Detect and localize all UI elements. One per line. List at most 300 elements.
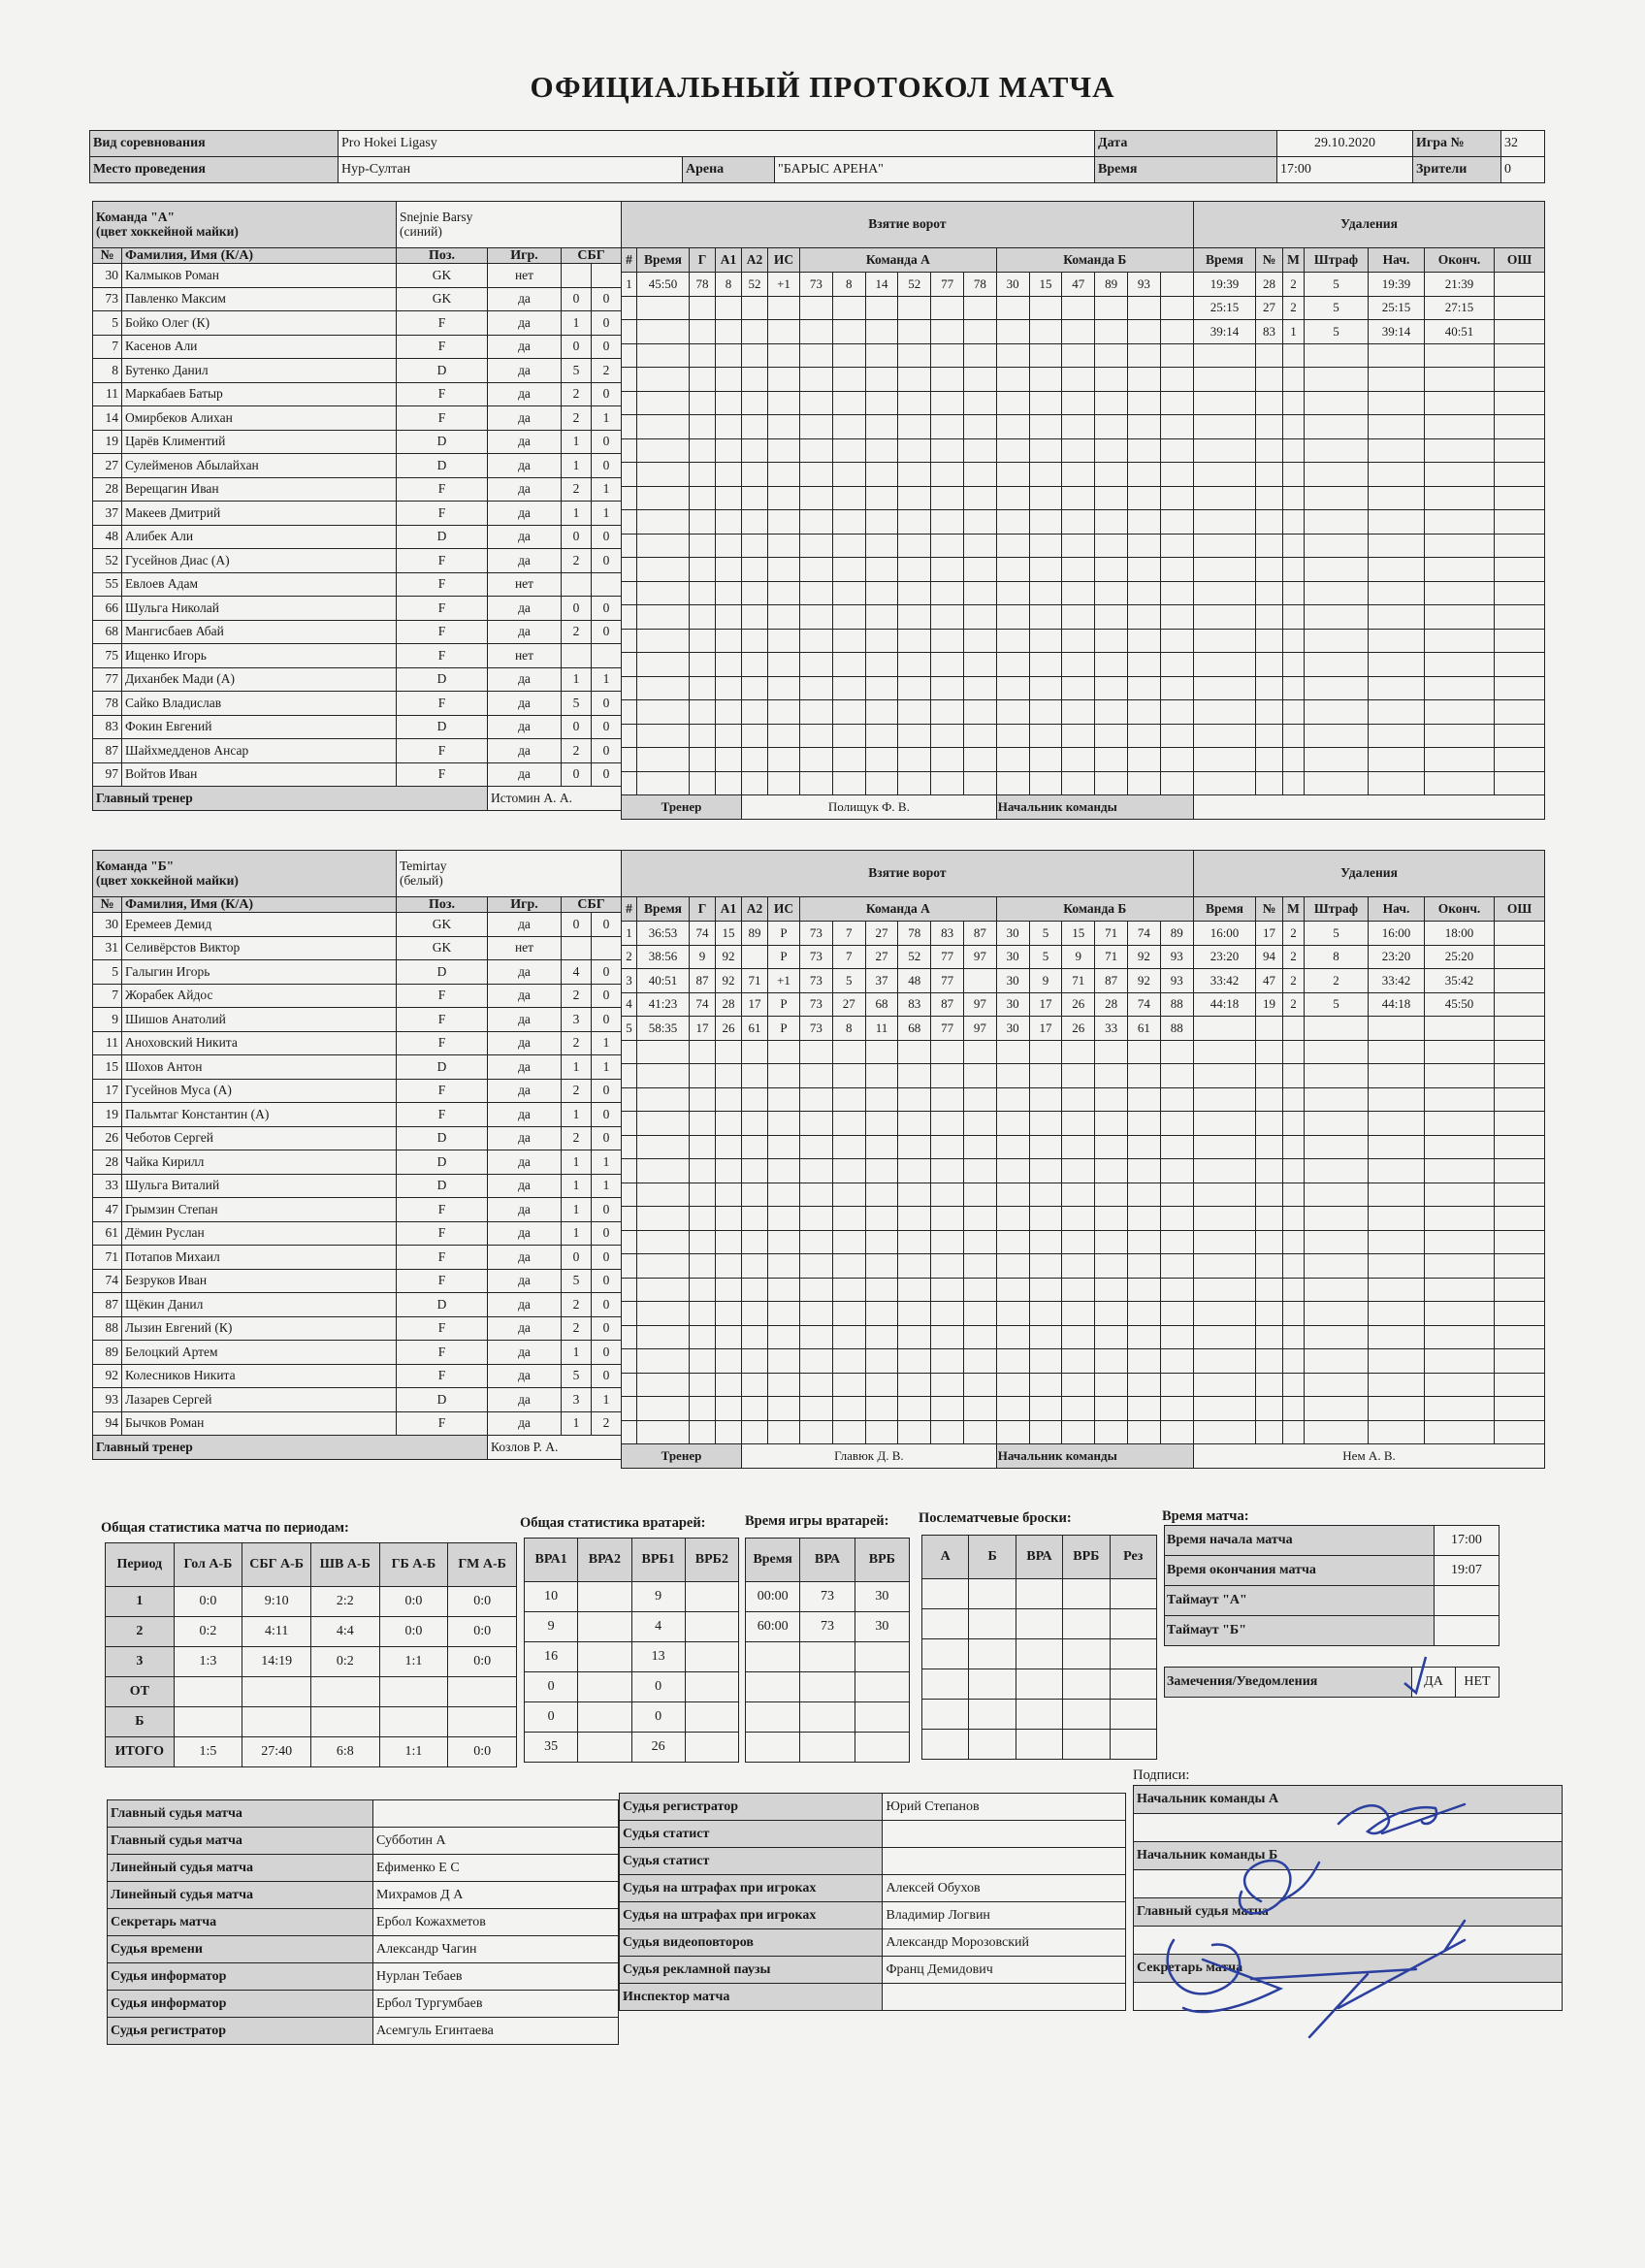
official-role: Судья видеоповторов	[620, 1929, 883, 1957]
official-name: Франц Демидович	[883, 1957, 1126, 1984]
stat-cell: 0:2	[310, 1647, 379, 1677]
goal-row	[622, 510, 1194, 535]
official-row	[108, 1800, 619, 1828]
col-num: №	[93, 897, 122, 913]
player-name: Шайхмедденов Ансар	[122, 739, 397, 763]
signature-row	[1134, 1927, 1563, 1955]
player-number: 68	[93, 620, 122, 644]
player-row	[93, 287, 622, 311]
player-pos: F	[397, 335, 488, 359]
pen-col-end: Оконч.	[1425, 248, 1495, 273]
player-sog-2: 1	[592, 1150, 622, 1175]
player-number: 14	[93, 406, 122, 431]
official-row	[108, 1963, 619, 1991]
goal-t: 45:50	[637, 273, 690, 297]
player-row	[93, 1103, 622, 1127]
goal-on-ice-b: 33	[1095, 1017, 1128, 1041]
goal-col-a1: А1	[716, 897, 742, 922]
goal-col-a1: А1	[716, 248, 742, 273]
player-number: 7	[93, 335, 122, 359]
penalty-row	[1194, 558, 1545, 582]
goal-row	[622, 629, 1194, 653]
player-pos: F	[397, 1198, 488, 1222]
player-row	[93, 1008, 622, 1032]
player-play: да	[488, 549, 562, 573]
player-sog-1: 1	[562, 1055, 592, 1080]
penalty-st: 44:18	[1369, 992, 1425, 1017]
player-play: да	[488, 335, 562, 359]
stat-cell: 4	[631, 1612, 685, 1642]
player-sog-2: 1	[592, 406, 622, 431]
player-row	[93, 359, 622, 383]
pen-col-end: Оконч.	[1425, 897, 1495, 922]
goal-on-ice-a: 83	[931, 922, 964, 946]
stat-row	[746, 1672, 910, 1702]
goal-t: 58:35	[637, 1017, 690, 1041]
penalty-row	[1194, 415, 1545, 439]
player-pos: GK	[397, 264, 488, 288]
goal-row	[622, 320, 1194, 344]
goal-on-ice-a: 73	[800, 273, 833, 297]
player-pos: F	[397, 549, 488, 573]
team_b-roster-table	[92, 850, 622, 1460]
stat-cell	[379, 1677, 448, 1707]
team_b-coach2: Главюк Д. В.	[742, 1444, 997, 1469]
player-row	[93, 715, 622, 739]
pen-col-start: Нач.	[1369, 248, 1425, 273]
goal-col-g: Г	[690, 248, 716, 273]
player-name: Колесников Никита	[122, 1364, 397, 1388]
player-sog-1: 5	[562, 359, 592, 383]
player-sog-1: 0	[562, 335, 592, 359]
penalty-n: 19	[1256, 992, 1283, 1017]
player-number: 26	[93, 1126, 122, 1150]
stat-row	[746, 1702, 910, 1733]
notes-no[interactable]: НЕТ	[1456, 1668, 1500, 1698]
stat-cell: 73	[800, 1582, 855, 1612]
stat-cell: 10	[525, 1582, 578, 1612]
penalty-m: 2	[1283, 969, 1305, 993]
goal-i: 1	[622, 922, 637, 946]
penalty-t: 23:20	[1194, 945, 1256, 969]
player-number: 88	[93, 1316, 122, 1341]
stat-row	[525, 1702, 739, 1733]
goal-a1: 15	[716, 922, 742, 946]
goal-on-ice-b: 89	[1095, 273, 1128, 297]
player-sog-1: 3	[562, 1388, 592, 1412]
official-role: Судья регистратор	[108, 2018, 373, 2045]
player-pos: F	[397, 406, 488, 431]
player-sog-2: 0	[592, 1103, 622, 1127]
player-name: Лазарев Сергей	[122, 1388, 397, 1412]
goal-on-ice-a: 77	[931, 945, 964, 969]
player-row	[93, 1411, 622, 1436]
player-name: Шульга Николай	[122, 597, 397, 621]
stat-cell: 16	[525, 1642, 578, 1672]
goal-on-ice-b: 30	[996, 273, 1029, 297]
official-name: Нурлан Тебаев	[373, 1963, 619, 1991]
player-name: Макеев Дмитрий	[122, 502, 397, 526]
official-role: Линейный судья матча	[108, 1855, 373, 1882]
player-row	[93, 454, 622, 478]
goal-on-ice-b: 93	[1160, 945, 1193, 969]
player-pos: D	[397, 1126, 488, 1150]
player-row	[93, 667, 622, 692]
goal-row	[622, 748, 1194, 772]
stat-row	[525, 1642, 739, 1672]
goal-on-ice-b: 17	[1029, 992, 1062, 1017]
penalty-en: 18:00	[1425, 922, 1495, 946]
goal-on-ice-b: 26	[1062, 1017, 1095, 1041]
stat-row	[922, 1579, 1157, 1609]
goal-col-team-b: Команда Б	[996, 897, 1193, 922]
pen-col-time: Время	[1194, 248, 1256, 273]
player-play: да	[488, 913, 562, 937]
pen-col-shtraf: Штраф	[1305, 248, 1369, 273]
goal-on-ice-a: 83	[898, 992, 931, 1017]
player-pos: F	[397, 1079, 488, 1103]
player-number: 89	[93, 1341, 122, 1365]
goal-row	[622, 1349, 1194, 1374]
gk-stats-table	[524, 1538, 739, 1763]
player-name: Безруков Иван	[122, 1269, 397, 1293]
stat-row	[922, 1669, 1157, 1700]
date-value: 29.10.2020	[1277, 131, 1413, 157]
penalty-s: 5	[1305, 922, 1369, 946]
stat-row	[525, 1582, 739, 1612]
player-row	[93, 1364, 622, 1388]
player-pos: F	[397, 311, 488, 336]
player-sog-1: 5	[562, 1364, 592, 1388]
player-pos: F	[397, 644, 488, 668]
goal-a1: 26	[716, 1017, 742, 1041]
penalty-t: 39:14	[1194, 320, 1256, 344]
player-play: да	[488, 1174, 562, 1198]
player-name: Еремеев Демид	[122, 913, 397, 937]
penalty-row	[1194, 1278, 1545, 1302]
goal-col-team-b: Команда Б	[996, 248, 1193, 273]
goal-i: 1	[622, 273, 637, 297]
player-name: Чеботов Сергей	[122, 1126, 397, 1150]
official-row	[108, 1855, 619, 1882]
stat-cell	[800, 1642, 855, 1672]
team_a-coach2-label: Тренер	[622, 795, 742, 820]
stat-cell	[685, 1733, 738, 1763]
stat-cell: 00:00	[746, 1582, 800, 1612]
penalty-row	[1194, 1135, 1545, 1159]
col-play: Игр.	[488, 897, 562, 913]
penalty-row	[1194, 1230, 1545, 1254]
goal-t: 38:56	[637, 945, 690, 969]
official-name: Ефименко Е С	[373, 1855, 619, 1882]
penalty-m: 2	[1283, 296, 1305, 320]
notes-yes[interactable]: ДА	[1412, 1668, 1456, 1698]
player-number: 5	[93, 311, 122, 336]
player-name: Бычков Роман	[122, 1411, 397, 1436]
goal-is: P	[768, 992, 800, 1017]
goal-on-ice-b: 47	[1062, 273, 1095, 297]
signature-cell	[1134, 1927, 1563, 1955]
official-row	[620, 1875, 1126, 1902]
goal-row	[622, 1373, 1194, 1397]
player-row	[93, 1079, 622, 1103]
gk-stats-label: Общая статистика вратарей:	[520, 1515, 706, 1531]
penalty-row	[1194, 1112, 1545, 1136]
stat-cell: 73	[800, 1612, 855, 1642]
player-sog-2: 0	[592, 913, 622, 937]
pen-col-no: №	[1256, 897, 1283, 922]
player-play: да	[488, 1364, 562, 1388]
player-row	[93, 382, 622, 406]
player-play: да	[488, 1316, 562, 1341]
time-label: Время	[1095, 157, 1277, 183]
penalty-row	[1194, 1373, 1545, 1397]
signature-row	[1134, 1983, 1563, 2011]
team_b-manager: Нем А. В.	[1194, 1444, 1545, 1469]
penalty-row	[1194, 1302, 1545, 1326]
penalty-en: 35:42	[1425, 969, 1495, 993]
player-name: Галыгин Игорь	[122, 960, 397, 985]
goal-a2: 61	[742, 1017, 768, 1041]
penalties-header: Удаления	[1194, 851, 1545, 897]
stat-cell	[855, 1702, 909, 1733]
goal-on-ice-b: 87	[1095, 969, 1128, 993]
player-number: 19	[93, 430, 122, 454]
team_b-goals-table	[621, 850, 1194, 1469]
penalty-s: 5	[1305, 320, 1369, 344]
goal-on-ice-b: 9	[1062, 945, 1095, 969]
goal-on-ice-b: 17	[1029, 1017, 1062, 1041]
goal-row	[622, 969, 1194, 993]
player-name: Фокин Евгений	[122, 715, 397, 739]
player-number: 87	[93, 739, 122, 763]
player-sog-2: 0	[592, 762, 622, 787]
player-sog-2: 1	[592, 1174, 622, 1198]
stat-header: ВРА1	[525, 1539, 578, 1582]
officials-left-table	[107, 1799, 619, 2045]
player-sog-2: 0	[592, 739, 622, 763]
player-row	[93, 311, 622, 336]
stat-row	[746, 1612, 910, 1642]
player-play: да	[488, 430, 562, 454]
goal-row	[622, 1207, 1194, 1231]
goal-on-ice-a: 27	[865, 922, 898, 946]
timeout-b-label: Таймаут "Б"	[1165, 1616, 1435, 1646]
goal-g: 9	[690, 945, 716, 969]
player-play: нет	[488, 572, 562, 597]
player-row	[93, 572, 622, 597]
player-name: Шишов Анатолий	[122, 1008, 397, 1032]
goal-g: 74	[690, 992, 716, 1017]
player-number: 75	[93, 644, 122, 668]
player-number: 19	[93, 1103, 122, 1127]
player-sog-1: 0	[562, 287, 592, 311]
stat-cell	[800, 1672, 855, 1702]
team_a-manager	[1194, 795, 1545, 820]
pen-col-osh: ОШ	[1495, 897, 1545, 922]
player-sog-2: 0	[592, 454, 622, 478]
penalty-row	[1194, 1325, 1545, 1349]
date-label: Дата	[1095, 131, 1277, 157]
goal-on-ice-a: 73	[800, 992, 833, 1017]
signature-cell: Секретарь матча	[1134, 1955, 1563, 1983]
stat-cell	[174, 1707, 242, 1737]
stat-cell: 30	[855, 1612, 909, 1642]
stat-cell	[448, 1707, 517, 1737]
team_b-penalties-table	[1193, 850, 1545, 1469]
player-sog-2: 0	[592, 430, 622, 454]
spectators-value: 0	[1501, 157, 1545, 183]
penalty-s: 5	[1305, 992, 1369, 1017]
stat-header: ВРБ1	[631, 1539, 685, 1582]
team_b-name: Temirtay (белый)	[397, 851, 622, 897]
player-sog-2	[592, 644, 622, 668]
col-pos: Поз.	[397, 897, 488, 913]
goal-row	[622, 945, 1194, 969]
player-sog-1: 2	[562, 549, 592, 573]
stat-cell: 1:1	[379, 1737, 448, 1767]
pen-col-no: №	[1256, 248, 1283, 273]
official-role: Линейный судья матча	[108, 1882, 373, 1909]
player-number: 11	[93, 1031, 122, 1055]
player-sog-1: 2	[562, 1293, 592, 1317]
player-play: да	[488, 1198, 562, 1222]
player-number: 15	[93, 1055, 122, 1080]
goal-row	[622, 558, 1194, 582]
player-pos: D	[397, 1174, 488, 1198]
penalty-st: 39:14	[1369, 320, 1425, 344]
penalty-en: 25:20	[1425, 945, 1495, 969]
penalty-row	[1194, 771, 1545, 795]
goal-on-ice-b: 71	[1062, 969, 1095, 993]
player-number: 73	[93, 287, 122, 311]
penalty-row	[1194, 463, 1545, 487]
goal-a1: 92	[716, 945, 742, 969]
official-role: Судья на штрафах при игроках	[620, 1875, 883, 1902]
goal-on-ice-a: 77	[931, 969, 964, 993]
player-name: Касенов Али	[122, 335, 397, 359]
player-row	[93, 549, 622, 573]
player-sog-2: 0	[592, 1293, 622, 1317]
goal-g: 87	[690, 969, 716, 993]
stat-row	[922, 1609, 1157, 1639]
official-row	[620, 1957, 1126, 1984]
player-sog-1	[562, 936, 592, 960]
penalty-en: 45:50	[1425, 992, 1495, 1017]
team_a-roster-table	[92, 201, 622, 811]
player-row	[93, 692, 622, 716]
penalty-row	[1194, 510, 1545, 535]
stat-cell	[855, 1642, 909, 1672]
player-row	[93, 960, 622, 985]
player-row	[93, 1150, 622, 1175]
goal-on-ice-a: 77	[931, 273, 964, 297]
player-number: 61	[93, 1221, 122, 1246]
goals-header: Взятие ворот	[622, 851, 1194, 897]
player-pos: F	[397, 1103, 488, 1127]
goal-on-ice-a: 97	[963, 992, 996, 1017]
player-name: Потапов Михаил	[122, 1246, 397, 1270]
player-number: 97	[93, 762, 122, 787]
signature-row	[1134, 1786, 1563, 1814]
goal-on-ice-a: 73	[800, 969, 833, 993]
player-sog-2: 0	[592, 620, 622, 644]
competition-value: Pro Hokei Ligasy	[339, 131, 1095, 157]
player-row	[93, 1198, 622, 1222]
goal-on-ice-b: 89	[1160, 922, 1193, 946]
player-sog-2: 0	[592, 1079, 622, 1103]
stat-header: Гол А-Б	[174, 1543, 242, 1587]
penalty-row	[1194, 486, 1545, 510]
penalty-s: 5	[1305, 273, 1369, 297]
penalty-row	[1194, 1349, 1545, 1374]
player-number: 27	[93, 454, 122, 478]
player-play: да	[488, 525, 562, 549]
penalty-row	[1194, 992, 1545, 1017]
arena-value: "БАРЫС АРЕНА"	[775, 157, 1095, 183]
stat-cell: 6:8	[310, 1737, 379, 1767]
player-number: 93	[93, 1388, 122, 1412]
stat-cell	[448, 1677, 517, 1707]
goal-row	[622, 1017, 1194, 1041]
stat-cell	[800, 1702, 855, 1733]
goal-a2: 89	[742, 922, 768, 946]
player-sog-2: 0	[592, 1364, 622, 1388]
player-sog-1: 1	[562, 1103, 592, 1127]
penalty-t: 19:39	[1194, 273, 1256, 297]
player-sog-1: 2	[562, 739, 592, 763]
official-name: Ербол Тургумбаев	[373, 1991, 619, 2018]
player-name: Бойко Олег (К)	[122, 311, 397, 336]
penalty-row	[1194, 1420, 1545, 1444]
stat-cell: 1:1	[379, 1647, 448, 1677]
goal-row	[622, 724, 1194, 748]
official-name	[883, 1821, 1126, 1848]
stat-cell: 13	[631, 1642, 685, 1672]
page-title: ОФИЦИАЛЬНЫЙ ПРОТОКОЛ МАТЧА	[530, 70, 1115, 104]
player-pos: F	[397, 1221, 488, 1246]
stat-cell	[746, 1672, 800, 1702]
player-play: да	[488, 620, 562, 644]
player-row	[93, 1126, 622, 1150]
stat-row	[106, 1647, 517, 1677]
player-play: да	[488, 406, 562, 431]
stat-cell	[746, 1702, 800, 1733]
goal-row	[622, 1397, 1194, 1421]
player-sog-2: 0	[592, 1316, 622, 1341]
goal-g: 78	[690, 273, 716, 297]
official-name: Александр Морозовский	[883, 1929, 1126, 1957]
goal-row	[622, 391, 1194, 415]
penalty-row	[1194, 922, 1545, 946]
official-name: Юрий Степанов	[883, 1794, 1126, 1821]
penalty-row	[1194, 1017, 1545, 1041]
signature-cell: Начальник команды Б	[1134, 1842, 1563, 1870]
player-number: 55	[93, 572, 122, 597]
player-sog-1: 0	[562, 1246, 592, 1270]
player-pos: F	[397, 762, 488, 787]
player-sog-1: 2	[562, 1031, 592, 1055]
player-play: да	[488, 477, 562, 502]
goal-t: 41:23	[637, 992, 690, 1017]
stat-row	[106, 1737, 517, 1767]
penalty-n: 28	[1256, 273, 1283, 297]
player-name: Омирбеков Алихан	[122, 406, 397, 431]
stat-cell: 30	[855, 1582, 909, 1612]
player-number: 28	[93, 477, 122, 502]
goal-on-ice-a	[963, 969, 996, 993]
goal-on-ice-b: 71	[1095, 922, 1128, 946]
